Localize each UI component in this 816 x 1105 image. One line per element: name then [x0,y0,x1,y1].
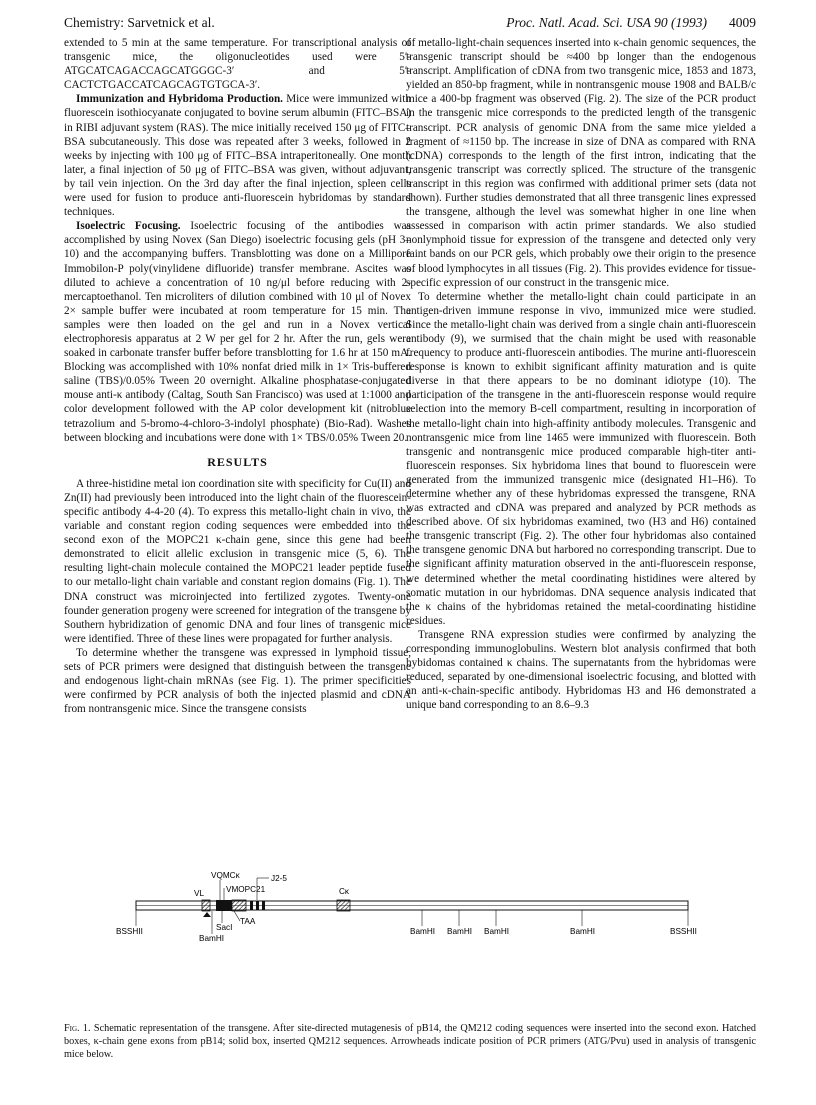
vqmck-label: VQMCκ [211,871,240,880]
second-exon-box [232,900,246,911]
header-section-author: Chemistry: Sarvetnick et al. [64,15,215,30]
qm212-insert-box [216,900,232,911]
results-paragraph-1: A three-histidine metal ion coordination site with specificity for Cu(II) and Zn(II) had previously been introduced into the light chain of the fluorescein-specific antibody 4-4-20 (4). To express this metallo-light chain in vivo, the variable and constant region coding sequences were embedded into the second exon of the MOPC21 κ-chain gene, since this gene had been demonstrated to elicit allelic exclusion in transgenic mice (5, 6). The resulting light-chain molecule contained the MOPC21 leader peptide fused to our metallo-light chain variable and constant region domains (Fig. 1). The DNA construct was microinjected into fertilized zygotes. Twenty-one founder generation progeny were screened for integration of the transgene by Southern hybridization of genomic DNA and four lines of transgenic mice were identified. Three of these lines were propagated for further analysis. [64,477,411,645]
bamhi-3-label: BamHI [484,927,510,936]
saci-label: SacI [216,923,233,932]
right-column [406,36,756,713]
results-paragraph-2: To determine whether the transgene was expressed in lymphoid tissue, sets of PCR primers were designed that distinguish between the transgene and endogenous light-chain mRNAs (see Fig. 1). The primer specificities were confirmed by PCR analysis of both the injected plasmid and cDNA from nontransgenic mice. Since the transgene consists [64,646,411,716]
j-segment [256,901,259,910]
header-journal-page [506,15,756,31]
immunization-paragraph [64,92,411,219]
isoelectric-text: Isoelectric focusing of the antibodies was accomplished by using Novex (San Diego) isoelectric focusing gels (pH 3–10) and the accompanying buffers. Transblotting was done on a Millipore Immobilon-P poly(vinylidene difluoride) transfer membrane. Ascites was diluted to achieve a concentration of 10 ng/μl before reducing with 2-mercaptoethanol. Ten microliters of dilution combined with 10 μl of Novex 2× sample buffer were incubated at room temperature for 15 min. The samples were then loaded on the gel and run in a Novex vertical electrophoresis apparatus at 2 W per gel for 2 hr. After the run, gels were soaked in carbonate transfer buffer before transblotting for 1.6 hr at 150 mA. Blocking was accomplished with 10% nonfat dried milk in 1× Tris-buffered saline (TBS)/0.05% Tween 20 overnight. Alkaline phosphatase-conjugated mouse anti-κ antibody (Caltag, South San Francisco) was used at 1:1000 and color development followed with the AP color development kit (nitroblue tetrazolium and 5-bromo-4-chloro-3-indolyl phosphate) (Bio-Rad). Washes between blocking and incubations were done with 1× TBS/0.05% Tween 20. [64,220,412,444]
bsshii-right-label: BSSHII [670,927,697,936]
results-paragraph-5: Transgene RNA expression studies were confirmed by analyzing the corresponding immunoglobulins. Western blot analysis confirmed that both hybidomas contained κ chains. The supernatants from the hybridomas were reduced, separated by one-dimensional isoelectric focusing, and blotted with an anti-κ-chain-specific antibody. Hybridomas H3 and H6 demonstrated a unique band corresponding to an 8.6–9.3 [406,628,756,712]
ck-exon [337,900,350,911]
immunization-heading: Immunization and Hybridoma Production. [76,93,283,106]
pcr-primer-arrowhead [203,912,211,917]
running-header [64,15,756,33]
header-journal: Proc. Natl. Acad. Sci. USA 90 (1993) [506,15,707,30]
results-paragraph-3: of metallo-light-chain sequences inserted into κ-chain genomic sequences, the transgenic transcript should be ≈400 bp longer than the endogenous transcript. Amplification of cDNA from two transgenic mice, 1853 and 1873, yielded an 850-bp fragment, while in nontransgenic mouse 1908 and BALB/c mice a 400-bp fragment was observed (Fig. 2). The size of the PCR product in the transgenic mice corresponds to the predicted length of the transgenic transcript. PCR analysis of genomic DNA from the same mice yielded a fragment of ≈1150 bp. The increase in size of DNA as compared with RNA (cDNA) corresponds to the length of the first intron, indicating that the transgenic transcript was correctly spliced. The structure of the transgenic transcript in this region was confirmed with additional primer sets (data not shown). Further studies demonstrated that all three transgenic lines expressed the transgene, although the level was somewhat higher in one line when assessed in comparison with actin primer standards. We also studied nonlymphoid tissue for expression of the transgene and detected only very faint bands on our PCR gels, which probably owe their origin to the presence of blood lymphocytes in all tissues (Fig. 2). This provides evidence for tissue-specific expression of our construct in the transgenic mice. [406,37,756,289]
results-heading: RESULTS [207,454,268,469]
taa-label: TAA [240,917,256,926]
caption-label: Fig. 1. [64,1023,91,1034]
left-column [64,36,411,716]
j-segment [262,901,265,910]
bamhi-2-label: BamHI [447,927,473,936]
vl-label: VL [194,889,205,898]
figure-1-transgene-map [64,868,756,1008]
results-paragraph-4: To determine whether the metallo-light chain could participate in an antigen-driven immune response in vivo, immunized mice were studied. Since the metallo-light chain was derived from a single chain anti-fluorescein antibody (9), we surmised that the chain might be used with reasonable frequency to produce anti-fluorescein antibodies. The murine anti-fluorescein response is known to exhibit significant affinity maturation and is quite diverse in that there appears to be no dominant idiotype (10). The participation of the transgene in the anti-fluorescein response would require selection into the memory B-cell compartment, resulting in incorporation of the metallo-light chain into high-affinity antibody molecules. Transgenic and nontransgenic mice from line 1465 were immunized with fluorescein. Both transgenic and nontransgenic mice produced comparable high-titer anti-fluorescein responses. Six hybridoma lines that bound to fluorescein were generated from the immunized transgenic mice (designated H1–H6). To determine whether any of these hybridomas expressed the transgene, RNA was extracted and cDNA was prepared and analyzed by PCR methods as described above. Of six hybridomas examined, two (H3 and H6) contained the transgenic transcript (Fig. 2). The other four hybridomas also contained the transgene genomic DNA but harbored no corresponding transcript. Due to the significant affinity maturation observed in the anti-fluorescein response, we determined whether the metal coordinating histidines were altered by somatic mutation in our hybridomas. DNA sequence analysis indicated that the κ chains of the hybridomas retained the metal-coordinating histidine residues. [406,290,756,627]
page-number: 4009 [729,15,756,30]
j-segment [250,901,253,910]
transgene-diagram [64,868,756,1008]
taa-leader [234,911,240,921]
isoelectric-paragraph [64,219,411,445]
ck-label: Cκ [339,887,350,896]
bamhi-left-label: BamHI [199,934,225,943]
caption-text: Schematic representation of the transgene. After site-directed mutagenesis of pB14, the QM212 coding sequences were inserted into the second exon. Hatched boxes, κ-chain gene exons from pB14; solid box, inserted QM212 sequences. Arrowheads indicate position of PCR primers (ATG/Pvu) used in analysis of transgenic mice below. [64,1023,756,1060]
j25-label: J2-5 [271,874,287,883]
bamhi-1-label: BamHI [410,927,436,936]
isoelectric-heading: Isoelectric Focusing. [76,220,181,233]
vmopc21-label: VMOPC21 [226,885,266,894]
vl-exon [202,900,210,911]
bamhi-4-label: BamHI [570,927,596,936]
bsshii-left-label: BSSHII [116,927,143,936]
immunization-text: Mice were immunized with fluorescein isothiocyanate conjugated to bovine serum albumin (FITC–BSA) in RIBI adjuvant system (RAS). The mice initially received 150 μg of FITC–BSA subcutaneously. This dose was repeated after 3 weeks, followed in 2 weeks by injecting with 100 μg of FITC–BSA intraperitoneally. One month later, a final injection of 50 μg of FITC–BSA was given, without adjuvant, by tail vein injection. On the 3rd day after the final injection, spleen cells were used for fusion to produce anti-fluorescein hybridomas by standard techniques. [64,93,411,219]
methods-paragraph-primers: extended to 5 min at the same temperature. For transcriptional analysis of transgenic mice, the oligonucleotides used were 5′-ATGCATCAGACCAGCATGGGC-3′ and 5′-CACTCTGACCATCAGCAGTGTGCA-3′. [64,37,411,92]
figure-1-caption [64,1022,756,1061]
